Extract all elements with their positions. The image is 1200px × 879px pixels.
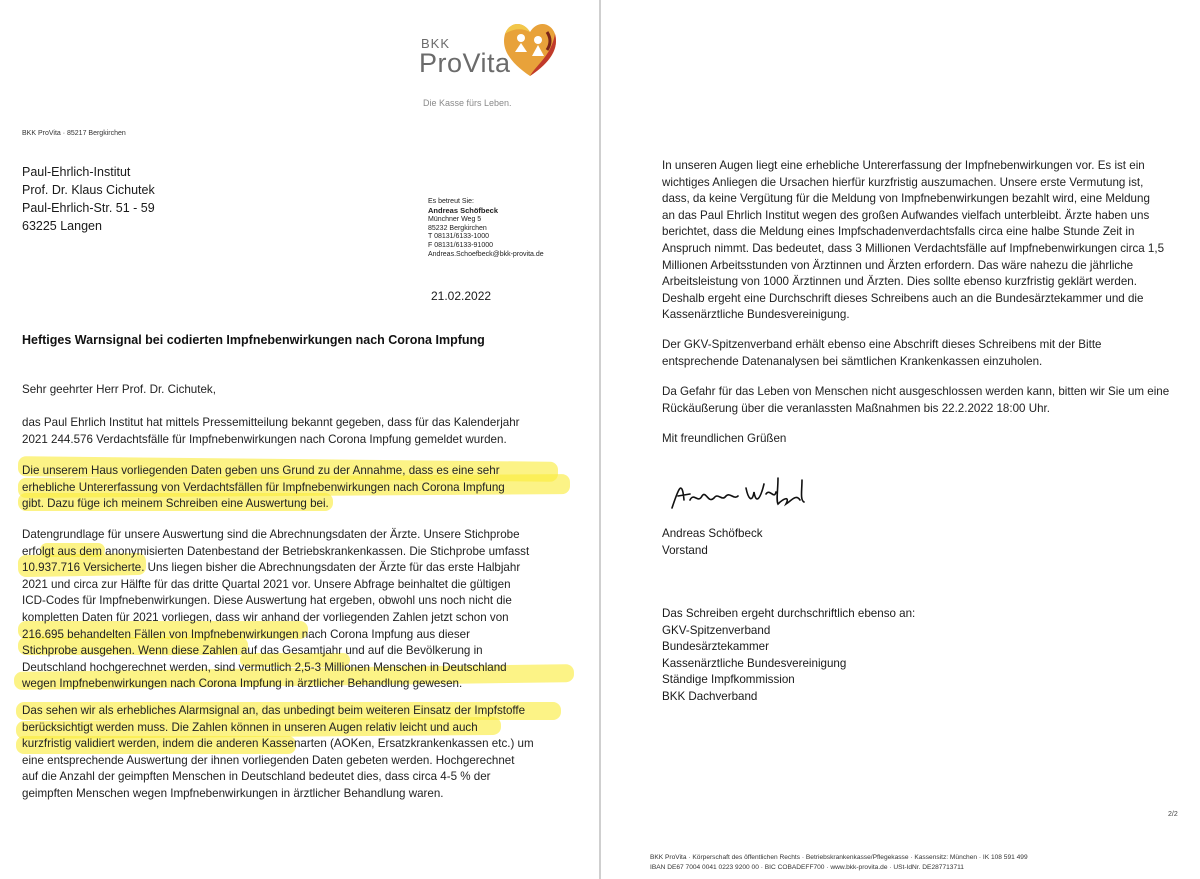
- carbon-copy-list: Das Schreiben ergeht durchschriftlich ebenso an: GKV-Spitzenverband Bundesärztekammer Kassenärztliche Bundesvereinigung Ständige Impfkommission BKK Dachverband: [662, 607, 916, 703]
- contact-details: Münchner Weg 5 85232 Bergkirchen T 08131/6133-1000 F 08131/6133-91000 Andreas.Schoefbeck@bkk-provita.de: [428, 216, 544, 258]
- bkk-provita-logo: [415, 18, 565, 114]
- contact-block: [428, 198, 544, 259]
- logo-slogan: Die Kasse fürs Leben.: [423, 98, 512, 108]
- paragraph-4: Das sehen wir als erhebliches Alarmsignal an, das unbedingt beim weiteren Einsatz der Impfstoffe berücksichtigt werden muss. Die Zahlen können in unseren Augen relativ leicht und auch kurzfristig validiert werden, indem die anderen Kassenarten (AOKen, Ersatzkrankenkassen etc.) um eine entsprechende Auswertung der ihnen vorliegenden Daten gebeten werden. Hochgerechnet auf die Anzahl der geimpften Menschen in Deutschland bedeutet dies, dass circa 4-5 % der geimpften Menschen wegen Impfnebenwirkungen in ärztlicher Behandlung waren.: [22, 704, 534, 800]
- right-paragraph-3: Da Gefahr für das Leben von Menschen nicht ausgeschlossen werden kann, bitten wir Sie um eine Rückäußerung über die veranlassten Maßnahmen bis 22.2.2022 18:00 Uhr.: [662, 385, 1170, 415]
- signer-name: Andreas Schöfbeck Vorstand: [662, 527, 763, 557]
- contact-name: Andreas Schöfbeck: [428, 205, 499, 215]
- page-number: 2/2: [1168, 811, 1178, 818]
- letter-footer: BKK ProVita · Körperschaft des öffentlichen Rechts · Betriebskrankenkasse/Pflegekasse · Kassensitz: München · IK 108 591 499 IBAN DE67 7004 0041 0223 9200 00 · BIC COBADEFF700 · www.bkk-provita.de · USt-IdNr. DE287713711: [650, 854, 1028, 871]
- paragraph-2: Die unserem Haus vorliegenden Daten geben uns Grund zu der Annahme, dass es eine sehr erhebliche Untererfassung von Verdachtsfällen für Impfnebenwirkungen nach Corona Impfung gibt. Dazu füge ich meinem Schreiben eine Auswertung bei.: [22, 464, 505, 511]
- salutation: Sehr geehrter Herr Prof. Dr. Cichutek,: [22, 383, 216, 396]
- handwritten-signature: [668, 470, 818, 520]
- recipient-address: Paul-Ehrlich-Institut Prof. Dr. Klaus Cichutek Paul-Ehrlich-Str. 51 - 59 63225 Langen: [22, 165, 155, 233]
- sender-return-line: BKK ProVita · 85217 Bergkirchen: [22, 130, 126, 137]
- letter-subject: Heftiges Warnsignal bei codierten Impfnebenwirkungen nach Corona Impfung: [22, 333, 485, 347]
- contact-label: Es betreut Sie:: [428, 198, 474, 205]
- paragraph-3: Datengrundlage für unsere Auswertung sind die Abrechnungsdaten der Ärzte. Unsere Stichprobe erfolgt aus dem anonymisierten Datenbestand der Betriebskrankenkassen. Die Stichprobe umfasst 10.937.716 Versicherte. Uns liegen bisher die Abrechnungsdaten der Ärzte für das erste Halbjahr 2021 und circa zur Hälfte für das dritte Quartal 2021 vor. Unsere Abfrage beinhaltet die gültigen ICD-Codes für Impfnebenwirkungen. Diese Auswertung hat ergeben, obwohl uns noch nicht die kompletten Daten für 2021 vorliegen, dass wir anhand der vorliegenden Zahlen jetzt schon von 216.695 behandelten Fällen von Impfnebenwirkungen nach Corona Impfung aus dieser Stichprobe ausgehen. Wenn diese Zahlen auf das Gesamtjahr und auf die Bevölkerung in Deutschland hochgerechnet werden, sind vermutlich 2,5-3 Millionen Menschen in Deutschland wegen Impfnebenwirkungen nach Corona Impfung in ärztlicher Behandlung gewesen.: [22, 528, 530, 691]
- logo-provita: ProVita: [419, 48, 511, 78]
- closing-greeting: Mit freundlichen Grüßen: [662, 432, 787, 445]
- logo-bkk: BKK: [421, 36, 451, 51]
- paragraph-1: das Paul Ehrlich Institut hat mittels Pressemitteilung bekannt gegeben, dass für das Kalenderjahr 2021 244.576 Verdachtsfälle für Impfnebenwirkungen nach Corona Impfung gemeldet wurden.: [22, 416, 520, 446]
- right-paragraph-1: In unseren Augen liegt eine erhebliche Untererfassung der Impfnebenwirkungen vor. Es ist ein wichtiges Anliegen die Ursachen hierfür kurzfristig auszumachen. Unsere erste Vermutung ist, dass, da keine Vergütung für die Meldung von Impfnebenwirkungen bezahlt wird, eine Meldung an das Paul Ehrlich Institut wegen des großen Aufwandes vielfach unterbleibt. Ärzte haben uns berichtet, dass die Meldung eines Impfschadenverdachtsfalls circa eine halbe Stunde Zeit in Anspruch nimmt. Das bedeutet, dass 3 Millionen Verdachtsfälle auf Impfnebenwirkungen circa 1,5 Millionen Arbeitsstunden von Ärztinnen und Ärzten erfordern. Das wäre nahezu die jährliche Arbeitsleistung von 1000 Ärztinnen und Ärzten. Dies sollte ebenso kurzfristig geklärt werden. Deshalb ergeht eine Durchschrift dieses Schreibens auch an die Bundesärztekammer und die Kassenärztliche Bundesvereinigung.: [662, 159, 1165, 322]
- right-paragraph-2: Der GKV-Spitzenverband erhält ebenso eine Abschrift dieses Schreibens mit der Bitte entsprechende Datenanalysen bei sämtlichen Krankenkassen einzuholen.: [662, 338, 1102, 368]
- letter-date: 21.02.2022: [431, 289, 492, 303]
- heart-logo-icon: [501, 18, 559, 80]
